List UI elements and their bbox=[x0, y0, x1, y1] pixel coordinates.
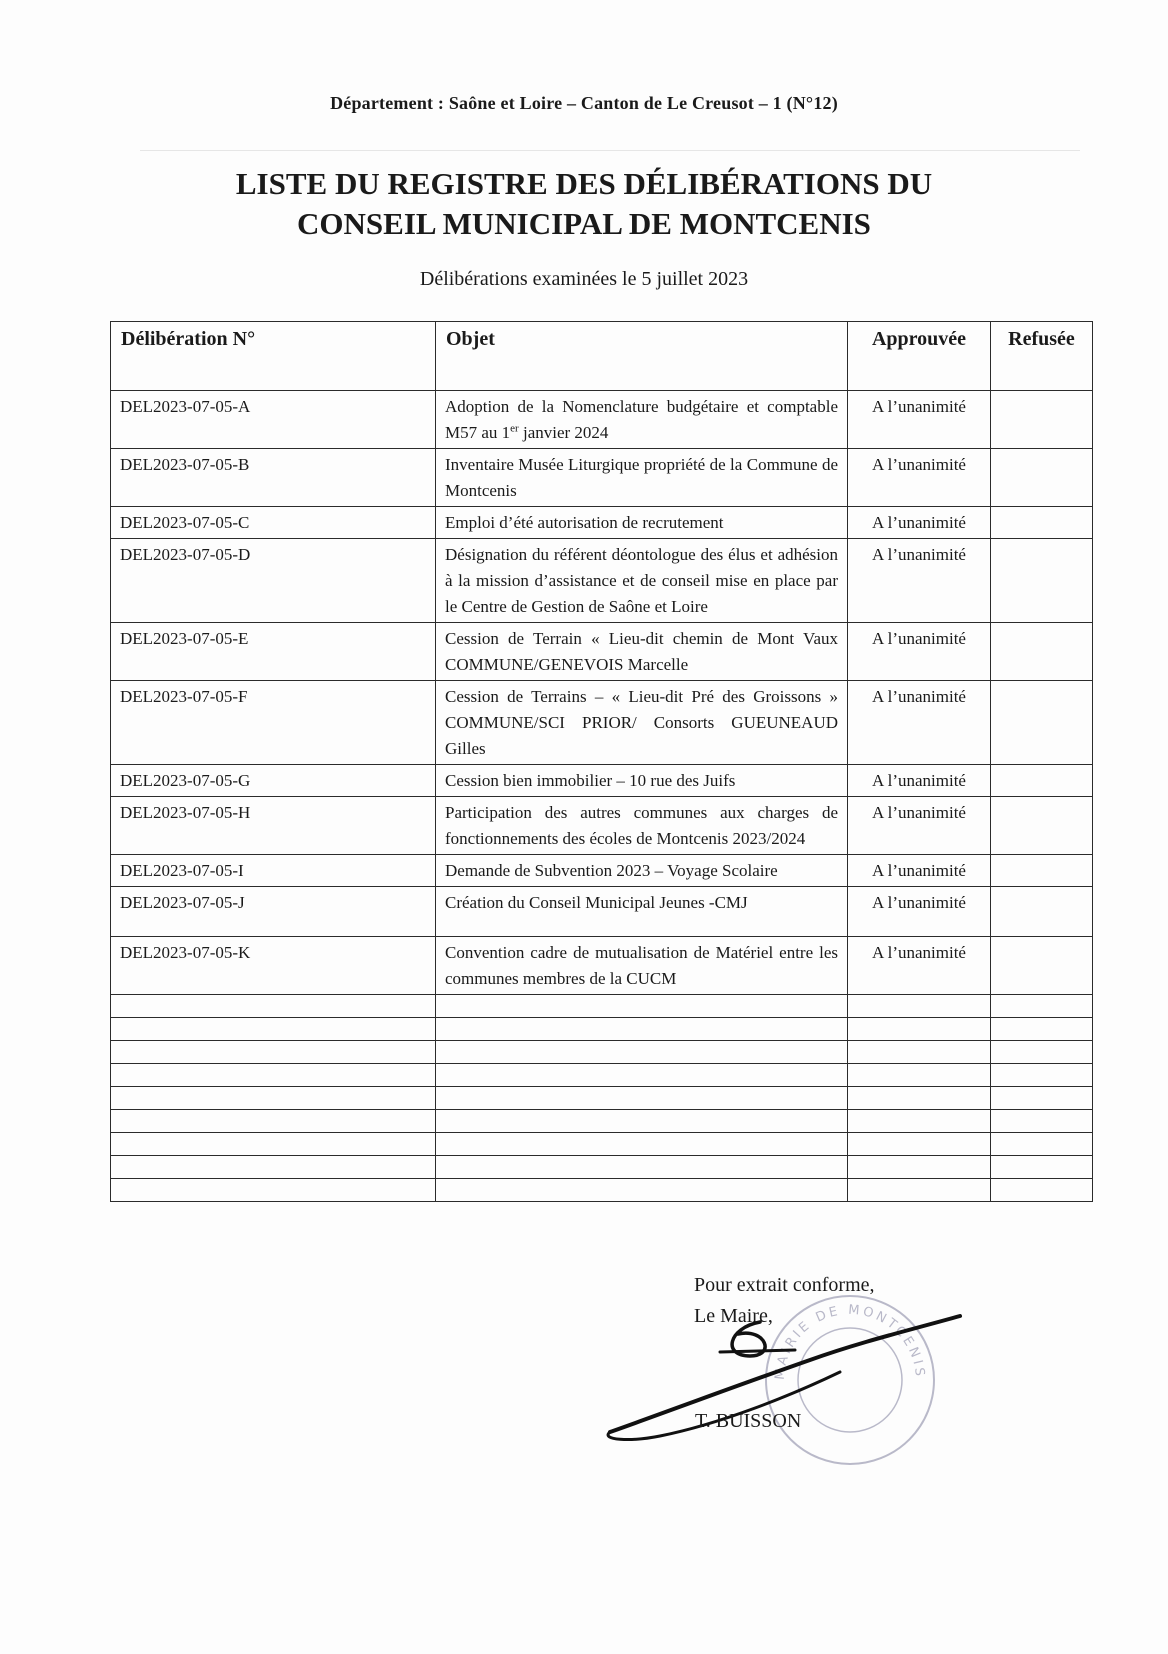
title-line-1: LISTE DU REGISTRE DES DÉLIBÉRATIONS DU bbox=[235, 166, 933, 201]
table-row bbox=[111, 507, 1093, 539]
cell-numero: DEL2023-07-05-B bbox=[111, 449, 436, 507]
cell-numero: DEL2023-07-05-F bbox=[111, 681, 436, 765]
empty-table-row bbox=[111, 995, 1093, 1018]
empty-cell bbox=[991, 1087, 1093, 1110]
empty-table-row bbox=[111, 1064, 1093, 1087]
table-row bbox=[111, 539, 1093, 623]
empty-cell bbox=[991, 1156, 1093, 1179]
closing-certified-line: Pour extrait conforme, bbox=[694, 1274, 875, 1296]
cell-objet: Cession de Terrain « Lieu-dit chemin de Mont Vaux COMMUNE/GENEVOIS Marcelle bbox=[436, 623, 848, 681]
cell-objet: Cession de Terrains – « Lieu-dit Pré des Groissons » COMMUNE/SCI PRIOR/ Consorts GUEUNEAUD Gilles bbox=[436, 681, 848, 765]
table-row bbox=[111, 855, 1093, 887]
empty-cell bbox=[848, 1087, 991, 1110]
table-row bbox=[111, 797, 1093, 855]
empty-cell bbox=[991, 1018, 1093, 1041]
empty-cell bbox=[848, 995, 991, 1018]
empty-cell bbox=[848, 1110, 991, 1133]
mayor-name: T. BUISSON bbox=[695, 1410, 802, 1432]
empty-table-row bbox=[111, 1133, 1093, 1156]
cell-refusee bbox=[991, 797, 1093, 855]
cell-approuvee: A l’unanimité bbox=[848, 937, 991, 995]
cell-numero: DEL2023-07-05-E bbox=[111, 623, 436, 681]
cell-objet-text-end: janvier 2024 bbox=[518, 423, 609, 442]
empty-cell bbox=[991, 995, 1093, 1018]
cell-approuvee: A l’unanimité bbox=[848, 507, 991, 539]
empty-cell bbox=[436, 1179, 848, 1202]
column-header-approuvee: Approuvée bbox=[848, 322, 991, 391]
cell-numero: DEL2023-07-05-C bbox=[111, 507, 436, 539]
mayor-signature bbox=[590, 1300, 970, 1460]
cell-objet: Participation des autres communes aux charges de fonctionnements des écoles de Montcenis 2023/2024 bbox=[436, 797, 848, 855]
empty-cell bbox=[111, 1087, 436, 1110]
empty-cell bbox=[436, 1087, 848, 1110]
cell-approuvee: A l’unanimité bbox=[848, 539, 991, 623]
empty-cell bbox=[111, 1018, 436, 1041]
cell-numero: DEL2023-07-05-G bbox=[111, 765, 436, 797]
empty-cell bbox=[848, 1064, 991, 1087]
empty-cell bbox=[848, 1041, 991, 1064]
table-header-row bbox=[111, 322, 1093, 391]
empty-table-row bbox=[111, 1110, 1093, 1133]
empty-cell bbox=[436, 1156, 848, 1179]
cell-refusee bbox=[991, 539, 1093, 623]
empty-cell bbox=[111, 1041, 436, 1064]
cell-objet bbox=[436, 391, 848, 449]
cell-objet-text: Adoption de la Nomenclature budgétaire et comptable M57 au 1 bbox=[445, 397, 838, 442]
cell-refusee bbox=[991, 681, 1093, 765]
empty-cell bbox=[436, 1133, 848, 1156]
empty-cell bbox=[111, 995, 436, 1018]
empty-table-row bbox=[111, 1179, 1093, 1202]
closing-mayor-line: Le Maire, bbox=[694, 1305, 773, 1327]
cell-objet: Désignation du référent déontologue des élus et adhésion à la mission d’assistance et de conseil mise en place par le Centre de Gestion de Saône et Loire bbox=[436, 539, 848, 623]
empty-cell bbox=[111, 1110, 436, 1133]
cell-objet: Demande de Subvention 2023 – Voyage Scolaire bbox=[436, 855, 848, 887]
header-rule bbox=[140, 150, 1080, 151]
empty-cell bbox=[436, 1041, 848, 1064]
table-row bbox=[111, 765, 1093, 797]
empty-cell bbox=[991, 1041, 1093, 1064]
session-date-subtitle: Délibérations examinées le 5 juillet 2023 bbox=[419, 268, 749, 290]
cell-objet: Convention cadre de mutualisation de Matériel entre les communes membres de la CUCM bbox=[436, 937, 848, 995]
cell-refusee bbox=[991, 623, 1093, 681]
empty-cell bbox=[436, 1064, 848, 1087]
table-row bbox=[111, 391, 1093, 449]
empty-cell bbox=[111, 1179, 436, 1202]
empty-cell bbox=[848, 1156, 991, 1179]
cell-numero: DEL2023-07-05-D bbox=[111, 539, 436, 623]
cell-refusee bbox=[991, 391, 1093, 449]
cell-approuvee: A l’unanimité bbox=[848, 855, 991, 887]
empty-cell bbox=[111, 1156, 436, 1179]
empty-cell bbox=[111, 1133, 436, 1156]
empty-table-row bbox=[111, 1018, 1093, 1041]
table-row bbox=[111, 887, 1093, 937]
cell-refusee bbox=[991, 765, 1093, 797]
empty-cell bbox=[848, 1018, 991, 1041]
cell-numero: DEL2023-07-05-J bbox=[111, 887, 436, 937]
empty-cell bbox=[436, 1018, 848, 1041]
table-row bbox=[111, 623, 1093, 681]
page-title bbox=[0, 164, 1168, 244]
empty-cell bbox=[848, 1133, 991, 1156]
table-row bbox=[111, 449, 1093, 507]
cell-objet: Emploi d’été autorisation de recrutement bbox=[436, 507, 848, 539]
cell-numero: DEL2023-07-05-K bbox=[111, 937, 436, 995]
empty-table-row bbox=[111, 1087, 1093, 1110]
ordinal-superscript: er bbox=[510, 422, 519, 435]
empty-cell bbox=[436, 995, 848, 1018]
cell-approuvee: A l’unanimité bbox=[848, 887, 991, 937]
cell-numero: DEL2023-07-05-H bbox=[111, 797, 436, 855]
cell-refusee bbox=[991, 507, 1093, 539]
empty-cell bbox=[991, 1110, 1093, 1133]
title-line-2: CONSEIL MUNICIPAL DE MONTCENIS bbox=[297, 206, 871, 241]
column-header-numero: Délibération N° bbox=[111, 322, 436, 391]
cell-numero: DEL2023-07-05-I bbox=[111, 855, 436, 887]
stamp-text: MAIRIE DE MONTCENIS bbox=[772, 1302, 928, 1381]
empty-cell bbox=[848, 1179, 991, 1202]
column-header-objet: Objet bbox=[436, 322, 848, 391]
cell-refusee bbox=[991, 855, 1093, 887]
deliberations-table bbox=[110, 321, 1093, 1202]
table-row bbox=[111, 681, 1093, 765]
cell-refusee bbox=[991, 449, 1093, 507]
table-row bbox=[111, 937, 1093, 995]
cell-approuvee: A l’unanimité bbox=[848, 623, 991, 681]
cell-approuvee: A l’unanimité bbox=[848, 391, 991, 449]
column-header-refusee: Refusée bbox=[991, 322, 1093, 391]
empty-cell bbox=[436, 1110, 848, 1133]
cell-objet: Inventaire Musée Liturgique propriété de la Commune de Montcenis bbox=[436, 449, 848, 507]
empty-cell bbox=[991, 1064, 1093, 1087]
cell-numero: DEL2023-07-05-A bbox=[111, 391, 436, 449]
cell-objet: Création du Conseil Municipal Jeunes -CMJ bbox=[436, 887, 848, 937]
cell-approuvee: A l’unanimité bbox=[848, 765, 991, 797]
cell-approuvee: A l’unanimité bbox=[848, 681, 991, 765]
empty-cell bbox=[991, 1133, 1093, 1156]
cell-refusee bbox=[991, 937, 1093, 995]
cell-refusee bbox=[991, 887, 1093, 937]
empty-table-row bbox=[111, 1156, 1093, 1179]
empty-cell bbox=[111, 1064, 436, 1087]
cell-approuvee: A l’unanimité bbox=[848, 797, 991, 855]
empty-table-row bbox=[111, 1041, 1093, 1064]
cell-approuvee: A l’unanimité bbox=[848, 449, 991, 507]
signature-crossbar bbox=[720, 1350, 795, 1352]
cell-objet: Cession bien immobilier – 10 rue des Juifs bbox=[436, 765, 848, 797]
empty-cell bbox=[991, 1179, 1093, 1202]
department-line: Département : Saône et Loire – Canton de Le Creusot – 1 (N°12) bbox=[330, 93, 838, 113]
